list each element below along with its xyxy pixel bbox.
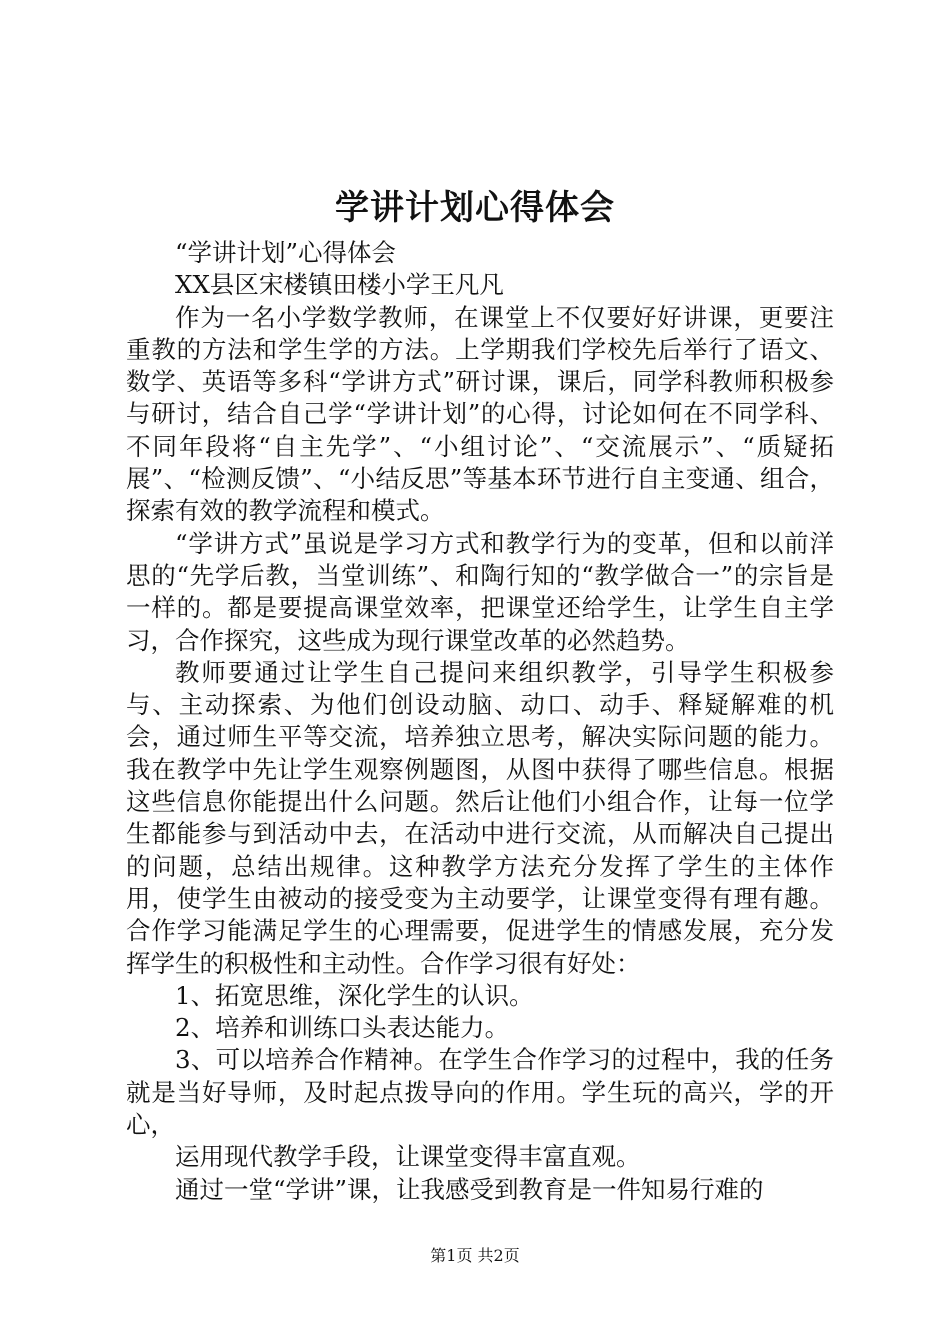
- list-item: 3、可以培养合作精神。在学生合作学习的过程中，我的任务就是当好导师，及时起点拨导向的作用。学生玩的高兴，学的开心，: [126, 1045, 834, 1140]
- body-paragraph: “学讲方式”虽说是学习方式和教学行为的变革，但和以前洋思的“先学后教，当堂训练”、和陶行知的“教学做合一”的宗旨是一样的。都是要提高课堂效率，把课堂还给学生，让学生自主学习，合作探究，这些成为现行课堂改革的必然趋势。: [126, 528, 834, 655]
- document-title: 学讲计划心得体会: [335, 188, 615, 228]
- body-paragraph: 作为一名小学数学教师，在课堂上不仅要好好讲课，更要注重教的方法和学生学的方法。上学期我们学校先后举行了语文、数学、英语等多科“学讲方式”研讨课，课后，同学科教师积极参与研讨，结合自己学“学讲计划”的心得，讨论如何在不同学科、不同年段将“自主先学”、“小组讨论”、“交流展示”、“质疑拓展”、“检测反馈”、“小结反思”等基本环节进行自主变通、组合，探索有效的教学流程和模式。: [126, 302, 834, 526]
- page-number-footer: 第1页 共2页: [430, 1246, 520, 1265]
- body-paragraph: 运用现代教学手段，让课堂变得丰富直观。: [175, 1142, 641, 1172]
- list-item: 1、拓宽思维，深化学生的认识。: [175, 980, 534, 1010]
- subtitle-paragraph: “学讲计划”心得体会: [175, 238, 397, 267]
- author-line: XX县区宋楼镇田楼小学王凡凡: [175, 270, 504, 300]
- body-paragraph: 通过一堂“学讲”课，让我感受到教育是一件知易行难的: [175, 1174, 764, 1204]
- body-paragraph: 教师要通过让学生自己提问来组织教学，引导学生积极参与、主动探索、为他们创设动脑、动口、动手、释疑解难的机会，通过师生平等交流，培养独立思考，解决实际问题的能力。我在教学中先让学生观察例题图，从图中获得了哪些信息。根据这些信息你能提出什么问题。然后让他们小组合作，让每一位学生都能参与到活动中去，在活动中进行交流，从而解决自己提出的问题，总结出规律。这种教学方法充分发挥了学生的主体作用，使学生由被动的接受变为主动要学，让课堂变得有理有趣。合作学习能满足学生的心理需要，促进学生的情感发展，充分发挥学生的积极性和主动性。合作学习很有好处：: [126, 657, 834, 978]
- list-item: 2、培养和训练口头表达能力。: [175, 1013, 510, 1043]
- document-body: [126, 237, 834, 1206]
